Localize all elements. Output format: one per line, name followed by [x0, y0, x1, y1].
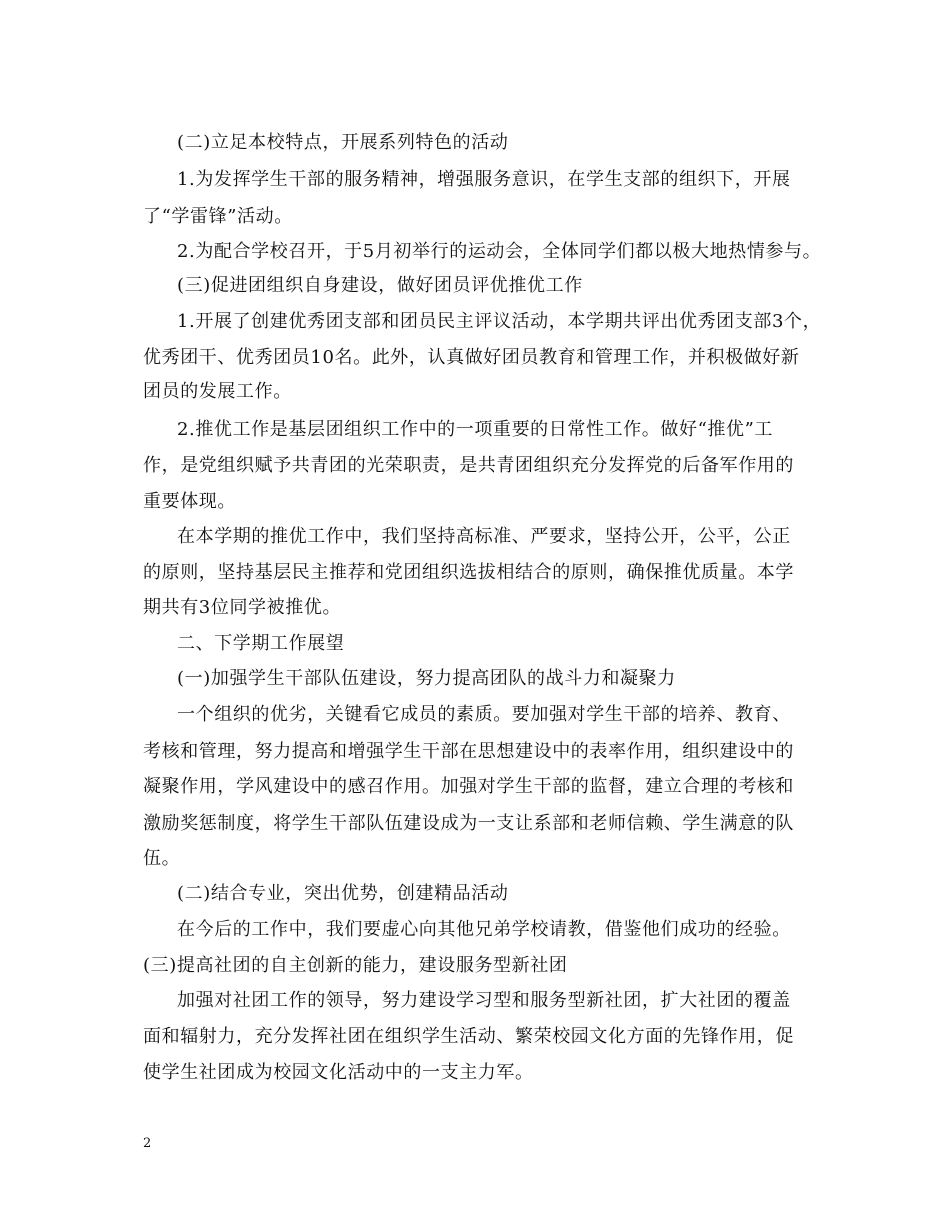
paragraph-line: 2.推优工作是基层团组织工作中的一项重要的日常性工作。做好“推优”工 — [177, 419, 773, 440]
page-number: 2 — [143, 1136, 152, 1151]
paragraph-line: 重要体现。 — [143, 491, 236, 512]
paragraph-line: 作，是党组织赋予共青团的光荣职责，是共青团组织充分发挥党的后备军作用的 — [143, 455, 794, 476]
paragraph-line: 1.为发挥学生干部的服务精神，增强服务意识，在学生支部的组织下，开展 — [177, 169, 791, 190]
paragraph-line: 2.为配合学校召开，于5月初举行的运动会，全体同学们都以极大地热情参与。 — [177, 241, 822, 262]
section-heading: 二、下学期工作展望 — [177, 633, 345, 654]
paragraph-line: 优秀团干、优秀团员10名。此外，认真做好团员教育和管理工作，并积极做好新 — [143, 347, 800, 368]
paragraph-line: 在今后的工作中，我们要虚心向其他兄弟学校请教，借鉴他们成功的经验。 — [177, 919, 791, 940]
paragraph-line: 使学生社团成为校园文化活动中的一支主力军。 — [143, 1062, 534, 1083]
paragraph-line: 1.开展了创建优秀团支部和团员民主评议活动，本学期共评出优秀团支部3个， — [177, 311, 822, 332]
paragraph-line: 考核和管理，努力提高和增强学生干部在思想建设中的表率作用，组织建设中的 — [143, 741, 794, 762]
section-heading: (二)结合专业，突出优势，创建精品活动 — [177, 883, 509, 904]
paragraph-line: 了“学雷锋”活动。 — [143, 206, 293, 227]
paragraph-line: 的原则，坚持基层民主推荐和党团组织选拔相结合的原则，确保推优质量。本学 — [143, 562, 794, 583]
paragraph-line: 激励奖惩制度，将学生干部队伍建设成为一支让系部和老师信赖、学生满意的队 — [143, 813, 794, 834]
section-heading: (三)提高社团的自主创新的能力，建设服务型新社团 — [143, 955, 568, 976]
paragraph-line: 加强对社团工作的领导，努力建设学习型和服务型新社团，扩大社团的覆盖 — [177, 990, 791, 1011]
paragraph-line: 凝聚作用，学风建设中的感召作用。加强对学生干部的监督，建立合理的考核和 — [143, 776, 794, 797]
paragraph-line: 伍。 — [143, 848, 181, 869]
section-heading: (三)促进团组织自身建设，做好团员评优推优工作 — [177, 275, 583, 296]
paragraph-line: 团员的发展工作。 — [143, 381, 292, 402]
paragraph-line: 面和辐射力，充分发挥社团在组织学生活动、繁荣校园文化方面的先锋作用，促 — [143, 1026, 794, 1047]
paragraph-line: 一个组织的优劣，关键看它成员的素质。要加强对学生干部的培养、教育、 — [177, 704, 791, 725]
section-heading: (一)加强学生干部队伍建设，努力提高团队的战斗力和凝聚力 — [177, 668, 676, 689]
section-heading: (二)立足本校特点，开展系列特色的活动 — [177, 132, 509, 153]
paragraph-line: 在本学期的推优工作中，我们坚持高标准、严要求，坚持公开，公平，公正 — [177, 526, 791, 547]
paragraph-line: 期共有3位同学被推优。 — [143, 597, 342, 618]
